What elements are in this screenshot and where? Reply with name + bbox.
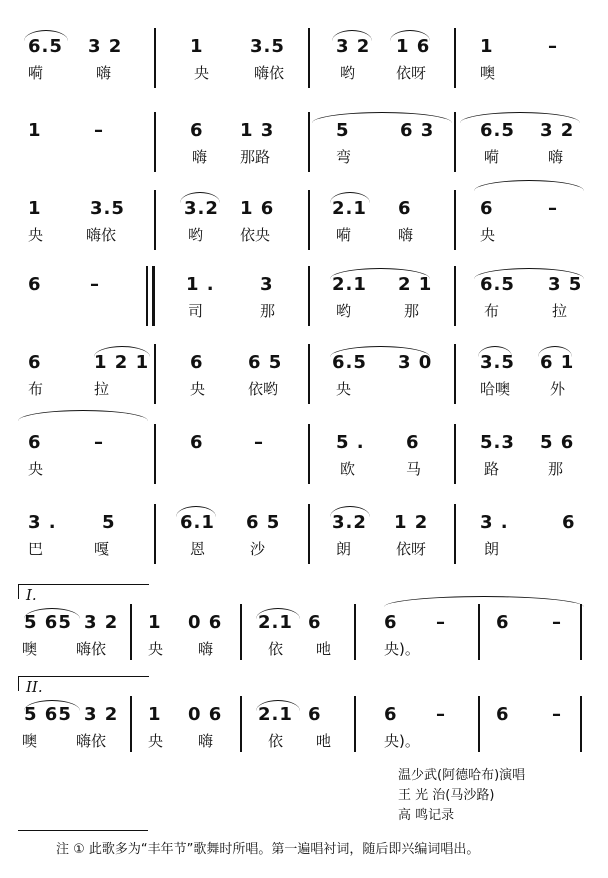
note: 6	[496, 612, 510, 633]
note: 6 3	[400, 120, 435, 141]
note: 6	[384, 612, 398, 633]
note: 6 1	[540, 352, 575, 373]
note: –	[436, 704, 446, 725]
note: 6	[190, 432, 204, 453]
lyric: 布	[484, 302, 500, 320]
note: 0 6	[188, 612, 223, 633]
music-system-1	[18, 28, 590, 88]
note: 1	[148, 704, 162, 725]
note: –	[90, 274, 100, 295]
music-system-7	[18, 504, 590, 564]
lyric: 噢	[22, 732, 38, 750]
lyric: 嗨	[398, 226, 414, 244]
lyric: 噢	[480, 64, 496, 82]
lyric: 嗨依	[76, 640, 107, 658]
note: 3 2	[336, 36, 371, 57]
note: 1	[28, 120, 42, 141]
note: 1 2 1	[94, 352, 150, 373]
note: 5 65	[24, 704, 72, 725]
music-system-9-second-ending	[18, 676, 590, 752]
lyric: 那	[260, 302, 276, 320]
lyric: 拉	[552, 302, 568, 320]
lyric: 布	[28, 380, 44, 398]
lyric: 吔	[316, 732, 332, 750]
lyric: 央	[28, 460, 44, 478]
lyric: 嘎	[94, 540, 110, 558]
lyric: 欧	[340, 460, 356, 478]
lyric: 央	[190, 380, 206, 398]
lyric: 路	[484, 460, 500, 478]
lyric: 哟	[188, 226, 204, 244]
lyric: 拉	[94, 380, 110, 398]
note: 3 .	[480, 512, 509, 533]
note: 3 .	[28, 512, 57, 533]
note: 3.2	[332, 512, 367, 533]
note: 6	[190, 352, 204, 373]
music-system-2	[18, 112, 590, 172]
note: 6	[28, 352, 42, 373]
note: –	[94, 120, 104, 141]
note: 6.5	[480, 274, 515, 295]
note: 2.1	[258, 612, 293, 633]
lyric: 嗨依	[76, 732, 107, 750]
lyric: 那	[404, 302, 420, 320]
note: –	[552, 612, 562, 633]
credit-line: 温少武(阿德哈布)演唱	[398, 768, 526, 783]
slur	[18, 410, 148, 421]
note: 6.5	[480, 120, 515, 141]
note: 2 1	[398, 274, 433, 295]
lyric: 嗨	[192, 148, 208, 166]
lyric: 嗬	[28, 64, 44, 82]
lyric: 嗨	[548, 148, 564, 166]
note: 6 5	[246, 512, 281, 533]
lyric: 依	[268, 640, 284, 658]
lyric: 依	[268, 732, 284, 750]
note: 5 6	[540, 432, 575, 453]
note: 3.5	[250, 36, 285, 57]
lyric: 嗨依	[86, 226, 117, 244]
note: –	[552, 704, 562, 725]
note: 1 6	[240, 198, 275, 219]
lyric: 那	[548, 460, 564, 478]
note: 3 2	[84, 612, 119, 633]
lyric: 央	[480, 226, 496, 244]
lyric: 沙	[250, 540, 266, 558]
footnote-divider	[18, 830, 148, 831]
note: 3 0	[398, 352, 433, 373]
note: 3 2	[88, 36, 123, 57]
note: 1	[190, 36, 204, 57]
music-system-5	[18, 344, 590, 404]
note: 6.5	[332, 352, 367, 373]
lyric: 嗨	[198, 640, 214, 658]
lyric: 依央	[240, 226, 271, 244]
music-system-3	[18, 190, 590, 250]
lyric: 吔	[316, 640, 332, 658]
note: 3.5	[90, 198, 125, 219]
lyric: 央	[28, 226, 44, 244]
note: 6	[308, 704, 322, 725]
note: 3.5	[480, 352, 515, 373]
music-system-6	[18, 424, 590, 484]
lyric: 哟	[336, 302, 352, 320]
note: 1 3	[240, 120, 275, 141]
note: 3.2	[184, 198, 219, 219]
note: 2.1	[332, 198, 367, 219]
note: –	[548, 36, 558, 57]
lyric: 朗	[484, 540, 500, 558]
note: –	[436, 612, 446, 633]
note: 1 6	[396, 36, 431, 57]
lyric: 朗	[336, 540, 352, 558]
lyric: 嗨	[198, 732, 214, 750]
lyric: 嗨依	[254, 64, 285, 82]
first-ending-label: I.	[26, 586, 37, 604]
note: 6	[398, 198, 412, 219]
note: 6	[28, 432, 42, 453]
first-ending-bracket	[18, 584, 149, 599]
note: 3 2	[84, 704, 119, 725]
note: 5	[102, 512, 116, 533]
note: 6	[384, 704, 398, 725]
lyric: 外	[550, 380, 566, 398]
lyric: 恩	[190, 540, 206, 558]
note: –	[94, 432, 104, 453]
note: 6	[480, 198, 494, 219]
note: 6	[406, 432, 420, 453]
note: 1 .	[186, 274, 215, 295]
note: 6	[562, 512, 576, 533]
note: –	[548, 198, 558, 219]
note: 6 5	[248, 352, 283, 373]
credit-line: 王 光 治(马沙路)	[398, 788, 495, 803]
performer-credits	[398, 766, 525, 826]
lyric: 央)。	[384, 640, 420, 658]
lyric: 马	[406, 460, 422, 478]
note: 2.1	[332, 274, 367, 295]
note: 1	[28, 198, 42, 219]
note: 1	[480, 36, 494, 57]
lyric: 嗬	[336, 226, 352, 244]
lyric: 依呀	[396, 540, 427, 558]
note: 1 2	[394, 512, 429, 533]
note: 6	[190, 120, 204, 141]
lyric: 弯	[336, 148, 352, 166]
music-system-8-first-ending	[18, 584, 590, 660]
lyric: 央)。	[384, 732, 420, 750]
lyric: 央	[148, 640, 164, 658]
lyric: 央	[194, 64, 210, 82]
credit-line: 高 鸣记录	[398, 808, 455, 823]
lyric: 巴	[28, 540, 44, 558]
footnote: 注 ① 此歌多为“丰年节”歌舞时所唱。第一遍唱衬词，随后即兴编词唱出。	[56, 842, 480, 857]
lyric: 依呀	[396, 64, 427, 82]
lyric: 依哟	[248, 380, 279, 398]
note: –	[254, 432, 264, 453]
lyric: 司	[188, 302, 204, 320]
second-ending-label: II.	[26, 678, 43, 696]
note: 3	[260, 274, 274, 295]
lyric: 嗬	[484, 148, 500, 166]
lyric: 哟	[340, 64, 356, 82]
note: 2.1	[258, 704, 293, 725]
note: 3 5	[548, 274, 583, 295]
lyric: 那路	[240, 148, 271, 166]
note: 1	[148, 612, 162, 633]
lyric: 央	[148, 732, 164, 750]
note: 5	[336, 120, 350, 141]
note: 5.3	[480, 432, 515, 453]
note: 6.5	[28, 36, 63, 57]
note: 0 6	[188, 704, 223, 725]
note: 6.1	[180, 512, 215, 533]
lyric: 央	[336, 380, 352, 398]
note: 6	[28, 274, 42, 295]
music-system-4	[18, 266, 590, 326]
lyric: 嗨	[96, 64, 112, 82]
lyric: 哈噢	[480, 380, 511, 398]
note: 6	[496, 704, 510, 725]
note: 5 65	[24, 612, 72, 633]
note: 6	[308, 612, 322, 633]
note: 5 .	[336, 432, 365, 453]
lyric: 噢	[22, 640, 38, 658]
note: 3 2	[540, 120, 575, 141]
